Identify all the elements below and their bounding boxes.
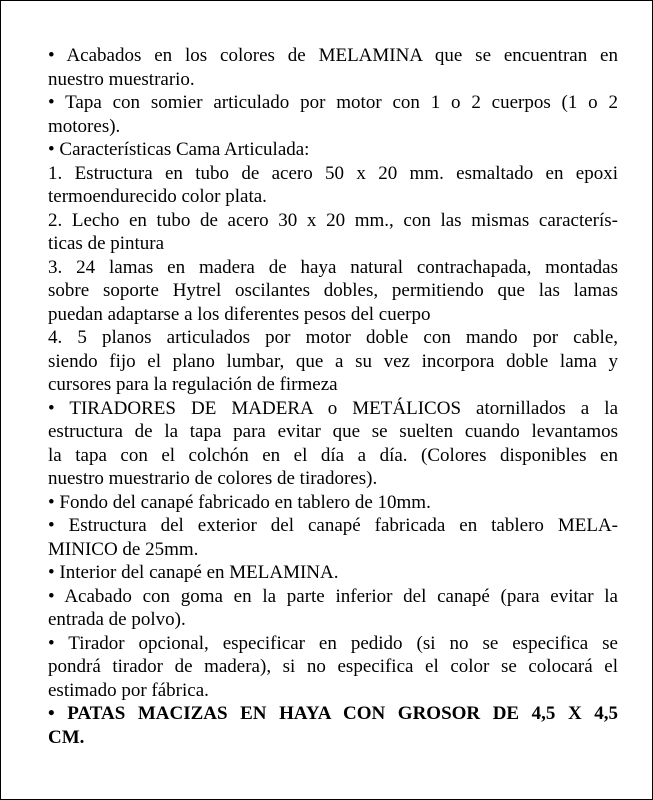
text-line: termoendurecido color plata.	[48, 186, 267, 207]
text-line: ticas de pintura	[48, 233, 165, 254]
text-line: cursores para la regulación de firmeza	[48, 374, 338, 395]
text-line: • Acabado con goma en la parte inferior del canapé (para evitar la	[48, 585, 618, 607]
text-line: la tapa con el colchón en el día a día. (Colores disponibles en	[48, 444, 618, 466]
text-line: • TIRADORES DE MADERA o METÁLICOS atornillados a la	[48, 397, 618, 419]
text-line: estimado por fábrica.	[48, 679, 209, 701]
text-line: sobre soporte Hytrel oscilantes dobles, permitiendo que las lamas	[48, 280, 618, 301]
text-line: • Tapa con somier articulado por motor con 1 o 2 cuerpos (1 o 2	[48, 92, 618, 113]
text-line: nuestro muestrario.	[48, 68, 195, 90]
text-line: nuestro muestrario de colores de tiradores).	[48, 468, 378, 489]
text-line: • Características Cama Articulada:	[48, 139, 310, 160]
text-line: • Interior del canapé en MELAMINA.	[48, 562, 339, 583]
text-line: • Estructura del exterior del canapé fabricada en tablero MELA-	[48, 515, 618, 536]
text-line: • Fondo del canapé fabricado en tablero de 10mm.	[48, 491, 431, 513]
text-line: siendo fijo el plano lumbar, que a su vez incorpora doble lama y	[48, 350, 618, 372]
text-line: 1. Estructura en tubo de acero 50 x 20 mm. esmaltado en epoxi	[48, 162, 618, 184]
text-line: puedan adaptarse a los diferentes pesos del cuerpo	[48, 303, 431, 325]
text-line: • Tirador opcional, especificar en pedido (si no se especifica se	[48, 632, 618, 654]
text-line: 3. 24 lamas en madera de haya natural contrachapada, montadas	[48, 256, 618, 278]
text-line: MINICO de 25mm.	[48, 538, 199, 560]
text-line: entrada de polvo).	[48, 609, 186, 630]
document-body	[48, 44, 618, 749]
text-line: estructura de la tapa para evitar que se suelten cuando levantamos	[48, 421, 618, 442]
text-line: • PATAS MACIZAS EN HAYA CON GROSOR DE 4,5 X 4,5	[48, 703, 618, 724]
text-line: 4. 5 planos articulados por motor doble con mando por cable,	[48, 327, 618, 348]
text-line: • Acabados en los colores de MELAMINA que se encuentran en	[48, 45, 618, 66]
text-line: pondrá tirador de madera), si no especifica el color se colocará el	[48, 656, 618, 677]
text-line: 2. Lecho en tubo de acero 30 x 20 mm., con las mismas caracterís-	[48, 209, 618, 231]
text-line: motores).	[48, 115, 121, 137]
text-line: CM.	[48, 726, 85, 748]
